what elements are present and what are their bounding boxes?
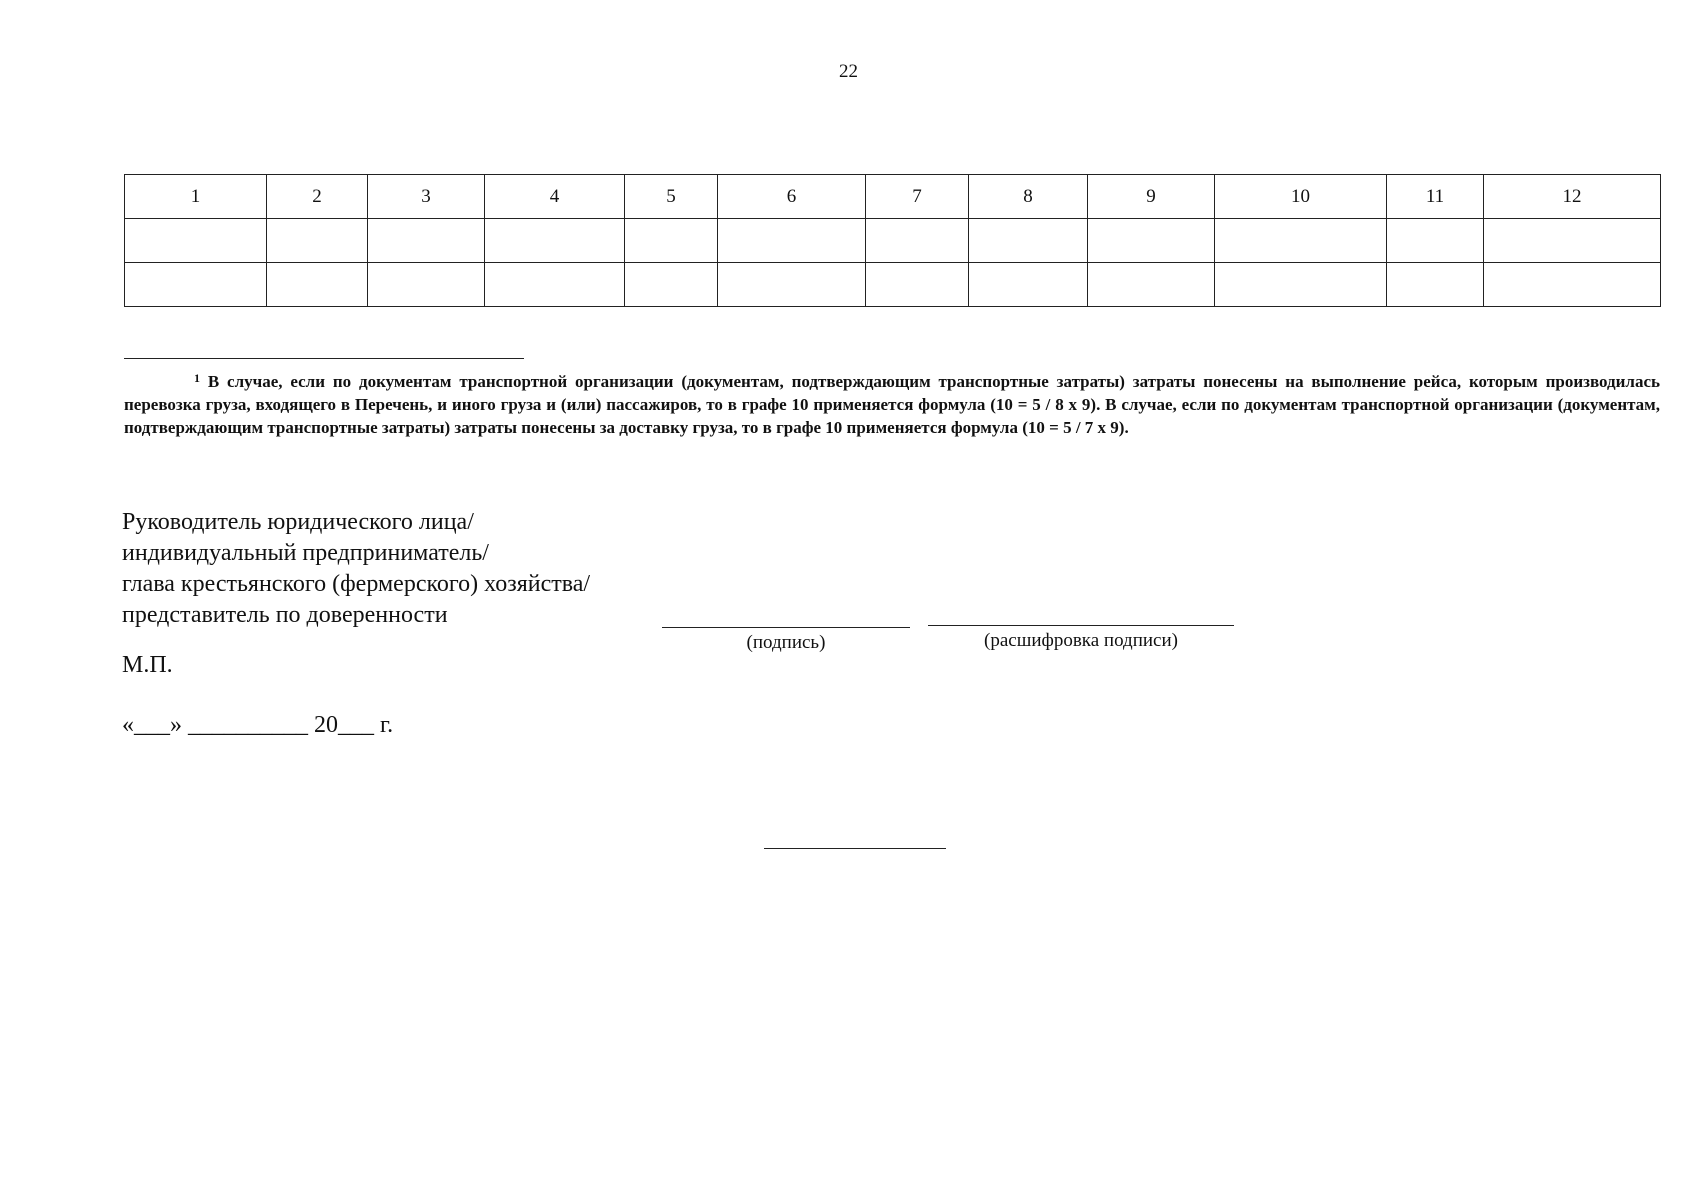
table-cell[interactable] bbox=[267, 263, 368, 307]
signatory-line: Руководитель юридического лица/ bbox=[122, 509, 474, 535]
column-number-cell: 8 bbox=[969, 175, 1088, 219]
data-table bbox=[124, 174, 1661, 307]
table-cell[interactable] bbox=[718, 219, 866, 263]
footnote-separator bbox=[124, 358, 524, 359]
table-cell[interactable] bbox=[1215, 219, 1387, 263]
column-number-cell: 10 bbox=[1215, 175, 1387, 219]
table-cell[interactable] bbox=[368, 219, 485, 263]
column-number-cell: 12 bbox=[1484, 175, 1661, 219]
column-number-cell: 3 bbox=[368, 175, 485, 219]
table-cell[interactable] bbox=[1088, 263, 1215, 307]
signature-line[interactable] bbox=[662, 627, 910, 628]
stamp-label: М.П. bbox=[122, 652, 173, 678]
table-header-row bbox=[125, 175, 1661, 219]
table-cell[interactable] bbox=[1387, 219, 1484, 263]
table-cell[interactable] bbox=[125, 263, 267, 307]
column-number-cell: 5 bbox=[625, 175, 718, 219]
column-number-cell: 9 bbox=[1088, 175, 1215, 219]
signature-caption: (подпись) bbox=[746, 632, 826, 653]
column-number-cell: 11 bbox=[1387, 175, 1484, 219]
table-row bbox=[125, 263, 1661, 307]
footnote-marker: 1 bbox=[194, 371, 200, 385]
table-cell[interactable] bbox=[1387, 263, 1484, 307]
date-line[interactable]: «___» __________ 20___ г. bbox=[122, 712, 394, 738]
table-cell[interactable] bbox=[1215, 263, 1387, 307]
column-number-cell: 1 bbox=[125, 175, 267, 219]
end-separator bbox=[764, 848, 946, 849]
footnote bbox=[124, 367, 1660, 439]
column-number-cell: 2 bbox=[267, 175, 368, 219]
table-cell[interactable] bbox=[485, 263, 625, 307]
table-cell[interactable] bbox=[1088, 219, 1215, 263]
signatory-line: представитель по доверенности bbox=[122, 602, 448, 628]
table-cell[interactable] bbox=[1484, 219, 1661, 263]
footnote-text: В случае, если по документам транспортной организации (документам, подтверждающим транспортные затраты) затраты понесены на выполнение рейса, которым производилась перевозка груза, входящего в Перечень, и иного груза и (или) пассажиров, то в графе 10 применяется формула (10 = 5 / 8 x 9). В случае, если по документам транспортной организации (документам, подтверждающим транспортные затраты) затраты понесены за доставку груза, то в графе 10 применяется формула (10 = 5 / 7 x 9). bbox=[124, 372, 1661, 437]
page-number: 22 bbox=[839, 61, 858, 82]
table-cell[interactable] bbox=[368, 263, 485, 307]
table-cell[interactable] bbox=[267, 219, 368, 263]
table-cell[interactable] bbox=[625, 219, 718, 263]
table-cell[interactable] bbox=[718, 263, 866, 307]
table-cell[interactable] bbox=[485, 219, 625, 263]
table-cell[interactable] bbox=[866, 263, 969, 307]
signatory-line: глава крестьянского (фермерского) хозяйства/ bbox=[122, 571, 591, 597]
column-number-cell: 4 bbox=[485, 175, 625, 219]
signatory-line: индивидуальный предприниматель/ bbox=[122, 540, 489, 566]
table-cell[interactable] bbox=[125, 219, 267, 263]
column-number-cell: 7 bbox=[866, 175, 969, 219]
table-row bbox=[125, 219, 1661, 263]
signature-decoding-caption: (расшифровка подписи) bbox=[984, 630, 1178, 651]
table-cell[interactable] bbox=[625, 263, 718, 307]
signature-decoding-line[interactable] bbox=[928, 625, 1234, 626]
table-cell[interactable] bbox=[866, 219, 969, 263]
table-cell[interactable] bbox=[969, 219, 1088, 263]
column-number-cell: 6 bbox=[718, 175, 866, 219]
table-cell[interactable] bbox=[969, 263, 1088, 307]
signatory-block bbox=[122, 507, 590, 631]
table-cell[interactable] bbox=[1484, 263, 1661, 307]
